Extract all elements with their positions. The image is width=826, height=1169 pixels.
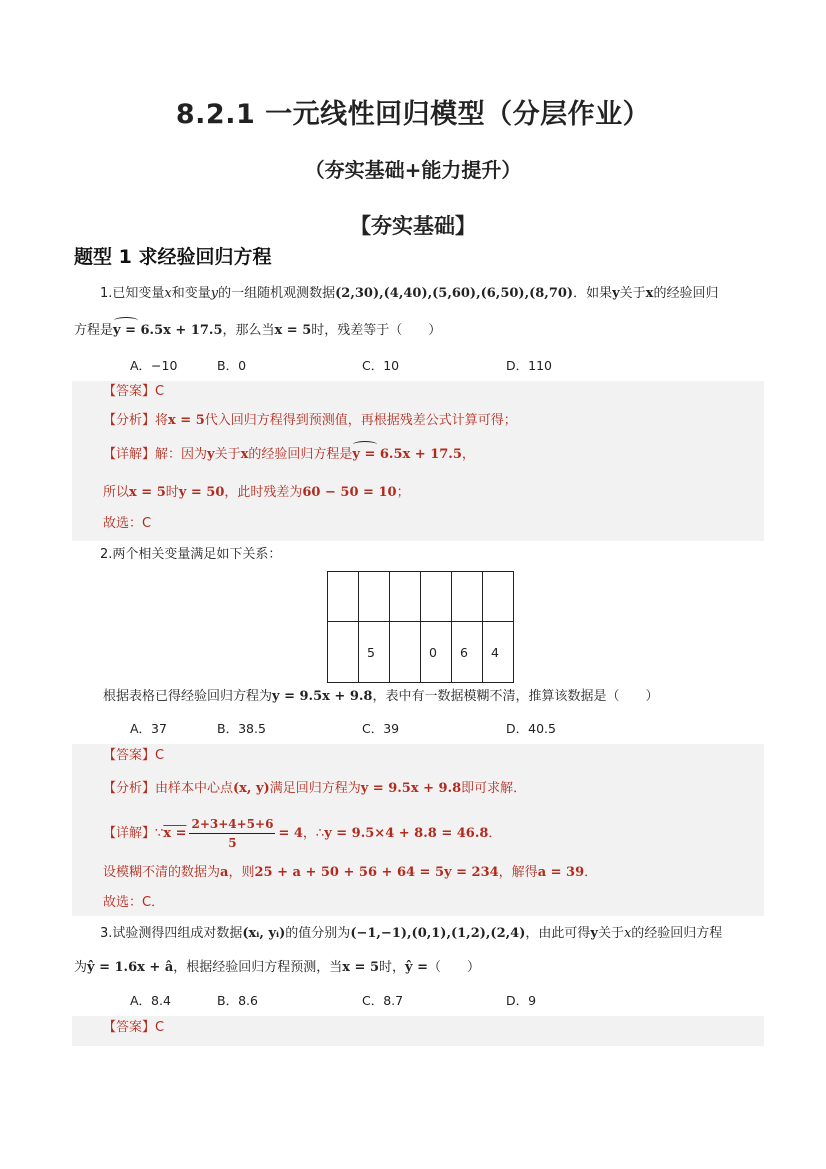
table-cell: 4 bbox=[483, 622, 514, 683]
q1-detail: 【详解】解：因为y关于x的经验回归方程是y = 6.5x + 17.5， bbox=[103, 447, 475, 462]
q3-option-a: A．8.4 bbox=[130, 993, 171, 1008]
table-cell: 5 bbox=[359, 622, 390, 683]
q1-option-d: D．110 bbox=[506, 358, 552, 373]
q2-option-b: B．38.5 bbox=[217, 721, 266, 736]
q2-option-d: D．40.5 bbox=[506, 721, 556, 736]
q2-table bbox=[327, 571, 514, 683]
question-type-heading: 题型 1 求经验回归方程 bbox=[74, 246, 272, 268]
q2-question: 根据表格已得经验回归方程为y = 9.5x + 9.8，表中有一数据模糊不清，推算该数据是（ ） bbox=[103, 689, 659, 704]
page-title: 8.2.1 一元线性回归模型（分层作业） bbox=[175, 99, 651, 130]
page-subtitle: （夯实基础+能力提升） bbox=[304, 158, 522, 182]
q2-detail: 【详解】∵x = $\frac{2+3+4+5+6}{5}$ = 4，∴y = 9.5×4 + 8.8 = 46.8． bbox=[103, 817, 502, 850]
table-cell: 6 bbox=[452, 622, 483, 683]
q3-stem-line1: 3.试验测得四组成对数据(xᵢ, yᵢ)的值分别为(−1,−1),(0,1),(1,2),(2,4)，由此可得y关于x的经验回归方程 bbox=[100, 926, 723, 941]
q3-option-c: C．8.7 bbox=[362, 993, 404, 1008]
q2-option-a: A．37 bbox=[130, 721, 167, 736]
q3-option-b: B．8.6 bbox=[217, 993, 258, 1008]
q2-option-c: C．39 bbox=[362, 721, 400, 736]
q2-answer: 【答案】C bbox=[103, 748, 165, 763]
q2-equation: y = 9.5x + 9.8 bbox=[272, 689, 373, 704]
q1-stem-line2: 方程是y = 6.5x + 17.5，那么当x = 5时，残差等于（ ） bbox=[74, 323, 442, 338]
q3-stem-line2: 为ŷ = 1.6x + â，根据经验回归方程预测，当x = 5时，ŷ =（ ） bbox=[74, 960, 481, 975]
q1-choose: 故选：C bbox=[103, 516, 152, 531]
q1-stem-line1: 1.已知变量x和变量y的一组随机观测数据(2,30),(4,40),(5,60),(6,50),(8,70)．如果y关于x的经验回归 bbox=[100, 286, 719, 301]
q1-detail-so: 所以x = 5时y = 50，此时残差为60 − 50 = 10； bbox=[103, 485, 410, 500]
table-cell bbox=[452, 572, 483, 622]
table-cell bbox=[483, 572, 514, 622]
q1-data: (2,30),(4,40),(5,60),(6,50),(8,70) bbox=[335, 286, 574, 301]
table-cell: 0 bbox=[421, 622, 452, 683]
q2-choose: 故选：C． bbox=[103, 895, 165, 910]
q1-option-b: B．0 bbox=[217, 358, 247, 373]
q3-equation: ŷ = 1.6x + â bbox=[87, 960, 174, 975]
q1-analysis: 【分析】将x = 5代入回归方程得到预测值，再根据残差公式计算可得； bbox=[103, 413, 517, 428]
q1-option-c: C．10 bbox=[362, 358, 400, 373]
table-cell bbox=[421, 572, 452, 622]
table-cell bbox=[390, 622, 421, 683]
q1-answer: 【答案】C bbox=[103, 384, 165, 399]
q2-table-row1 bbox=[328, 572, 514, 622]
q2-stem: 2.两个相关变量满足如下关系： bbox=[100, 547, 282, 562]
q3-values: (−1,−1),(0,1),(1,2),(2,4) bbox=[350, 926, 526, 941]
q2-detail-let: 设模糊不清的数据为a，则25 + a + 50 + 56 + 64 = 5y = 234，解得a = 39． bbox=[103, 865, 598, 880]
fraction: $\frac{2+3+4+5+6}{5}$ bbox=[191, 817, 274, 850]
q3-answer: 【答案】C bbox=[103, 1020, 165, 1035]
q2-analysis: 【分析】由样本中心点(x, y)满足回归方程为y = 9.5x + 9.8即可求解． bbox=[103, 781, 527, 796]
table-cell bbox=[359, 572, 390, 622]
q1-option-a: A．−10 bbox=[130, 358, 178, 373]
section-heading: 【夯实基础】 bbox=[350, 214, 476, 238]
table-cell bbox=[328, 572, 359, 622]
table-cell bbox=[328, 622, 359, 683]
q3-solution-box bbox=[72, 1016, 764, 1046]
q1-equation: y = 6.5x + 17.5 bbox=[113, 323, 223, 338]
q3-option-d: D．9 bbox=[506, 993, 537, 1008]
table-cell bbox=[390, 572, 421, 622]
q2-table-row2 bbox=[328, 622, 514, 683]
